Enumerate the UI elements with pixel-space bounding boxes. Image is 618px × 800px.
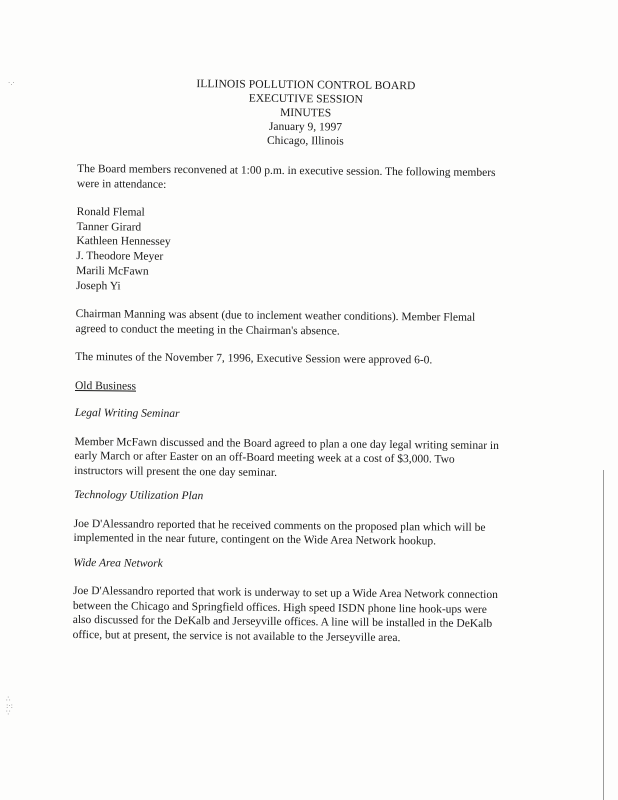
absence-paragraph: Chairman Manning was absent (due to inclement weather conditions). Member Flemal agreed to conduct the meeting in the Chairman's absence.	[75, 308, 476, 338]
scan-edge-mark	[603, 470, 604, 800]
technology-plan-text: Joe D'Alessandro reported that he received comments on the proposed plan which will be implemented in the near future, contingent on the Wide Area Network hookup.	[73, 517, 486, 548]
member-name: Ronald Flemal	[76, 205, 145, 219]
session-type: EXECUTIVE SESSION	[248, 92, 363, 106]
member-name: Joseph Yi	[75, 279, 121, 292]
legal-writing-seminar-heading: Legal Writing Seminar	[74, 407, 180, 421]
document-header	[103, 76, 508, 150]
document-type: MINUTES	[280, 106, 332, 120]
member-list	[76, 205, 507, 297]
member-name: Marili McFawn	[76, 264, 149, 278]
scan-speck-top-left: ·.·	[8, 79, 15, 87]
minutes-body	[73, 76, 508, 646]
board-name: ILLINOIS POLLUTION CONTROL BOARD	[196, 78, 416, 93]
member-name: J. Theodore Meyer	[76, 250, 164, 263]
wide-area-network-heading: Wide Area Network	[73, 556, 163, 570]
meeting-date: January 9, 1997	[268, 120, 343, 134]
meeting-location: Chicago, Illinois	[266, 134, 344, 148]
scan-speck-bottom-left: ∴ :·: ∵	[6, 695, 13, 717]
member-name: Tanner Girard	[76, 220, 142, 234]
member-name: Kathleen Hennessey	[76, 235, 171, 249]
old-business-heading: Old Business	[74, 379, 137, 393]
wide-area-network-text: Joe D'Alessandro reported that work is underway to set up a Wide Area Network connection between the Chicago and Springfield offices. High speed ISDN phone line hook-ups were also discussed for the DeKalb and Jerseyville offices. A line will be installed in the DeKalb office, but at present, the service is not available to the Jerseyville area.	[72, 585, 498, 644]
minutes-approval-paragraph: The minutes of the November 7, 1996, Executive Session were approved 6-0.	[75, 351, 433, 367]
technology-plan-heading: Technology Utilization Plan	[73, 489, 204, 503]
legal-writing-seminar-text: Member McFawn discussed and the Board agreed to plan a one day legal writing seminar in early March or after Easter on an off-Board meeting week at a cost of $3,000. Two instructors will present the one day seminar.	[74, 435, 499, 479]
intro-paragraph: The Board members reconvened at 1:00 p.m. in executive session. The following members were in attendance:	[76, 162, 496, 191]
